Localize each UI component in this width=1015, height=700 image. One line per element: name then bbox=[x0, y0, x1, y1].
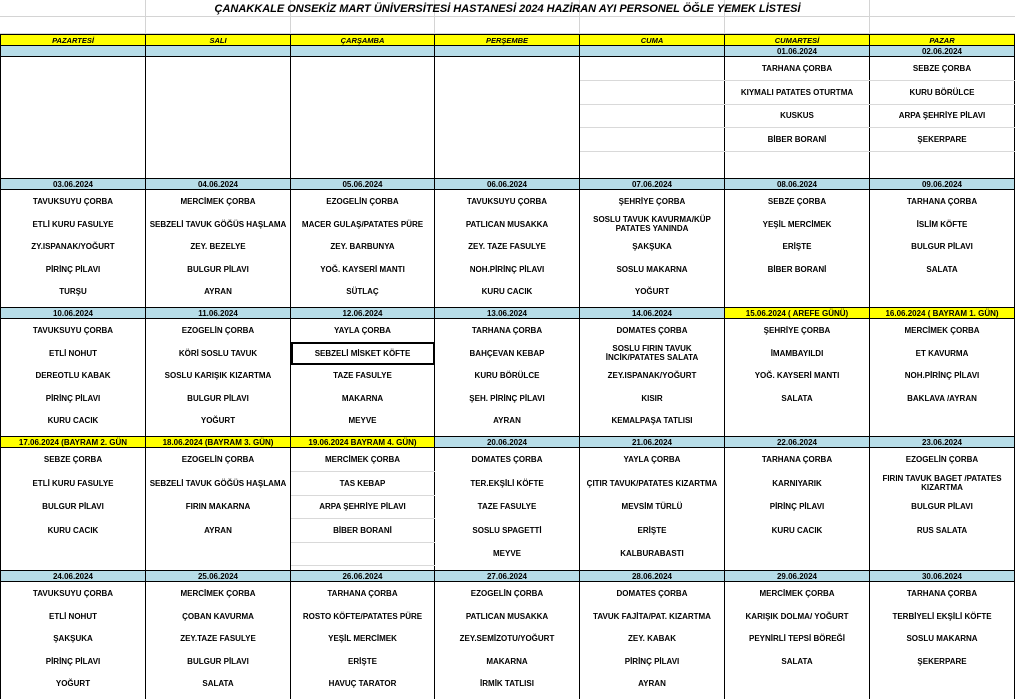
meal-cell: SÜTLAÇ bbox=[291, 281, 435, 304]
meal-row bbox=[1, 650, 1015, 673]
date-row bbox=[1, 308, 1015, 319]
meal-cell: TAS KEBAP bbox=[291, 472, 435, 496]
meal-row bbox=[1, 81, 1015, 105]
meal-cell: ETLİ NOHUT bbox=[1, 342, 146, 365]
meal-cell bbox=[435, 151, 580, 174]
meal-cell: AYRAN bbox=[146, 281, 291, 304]
meal-cell: YOĞURT bbox=[146, 410, 291, 433]
meal-cell: ŞAKŞUKA bbox=[580, 236, 725, 259]
meal-row bbox=[1, 519, 1015, 543]
meal-cell: BULGUR PİLAVI bbox=[870, 495, 1015, 519]
meal-cell: AYRAN bbox=[146, 519, 291, 543]
meal-cell: KUSKUS bbox=[725, 104, 870, 128]
meal-cell bbox=[291, 81, 435, 105]
meal-cell: TERBİYELİ EKŞİLİ KÖFTE bbox=[870, 605, 1015, 628]
meal-cell: BİBER BORANİ bbox=[725, 258, 870, 281]
meal-cell: SEBZELİ TAVUK GÖĞÜS HAŞLAMA bbox=[146, 472, 291, 496]
meal-cell bbox=[870, 542, 1015, 566]
meal-cell bbox=[1, 57, 146, 81]
meal-cell: MERCİMEK ÇORBA bbox=[870, 319, 1015, 343]
meal-cell bbox=[435, 81, 580, 105]
meal-cell: BİBER BORANİ bbox=[291, 519, 435, 543]
meal-row bbox=[1, 628, 1015, 651]
meal-cell: TARHANA ÇORBA bbox=[291, 582, 435, 606]
date-cell: 08.06.2024 bbox=[725, 179, 870, 190]
date-cell: 10.06.2024 bbox=[1, 308, 146, 319]
meal-cell bbox=[870, 410, 1015, 433]
meal-cell: EZOGELİN ÇORBA bbox=[435, 582, 580, 606]
meal-cell: MAKARNA bbox=[435, 650, 580, 673]
meal-cell: MERCİMEK ÇORBA bbox=[725, 582, 870, 606]
menu-table bbox=[0, 34, 1015, 699]
meal-cell bbox=[146, 57, 291, 81]
meal-cell: NOH.PİRİNÇ PİLAVI bbox=[435, 258, 580, 281]
date-cell: 09.06.2024 bbox=[870, 179, 1015, 190]
meal-cell: KURU CACIK bbox=[435, 281, 580, 304]
day-header-cell: ÇARŞAMBA bbox=[291, 35, 435, 46]
date-cell bbox=[1, 46, 146, 57]
meal-cell: BULGUR PİLAVI bbox=[146, 258, 291, 281]
meal-cell bbox=[580, 151, 725, 174]
meal-row bbox=[1, 57, 1015, 81]
meal-cell bbox=[580, 57, 725, 81]
meal-cell: KALBURABASTI bbox=[580, 542, 725, 566]
meal-cell bbox=[1, 81, 146, 105]
meal-cell: YOĞ. KAYSERİ MANTI bbox=[291, 258, 435, 281]
meal-cell bbox=[146, 104, 291, 128]
meal-cell bbox=[870, 673, 1015, 696]
meal-cell: YEŞİL MERCİMEK bbox=[291, 628, 435, 651]
meal-cell: YAYLA ÇORBA bbox=[580, 448, 725, 472]
meal-row bbox=[1, 387, 1015, 410]
meal-cell: KEMALPAŞA TATLISI bbox=[580, 410, 725, 433]
meal-cell: ERİŞTE bbox=[580, 519, 725, 543]
meal-row bbox=[1, 605, 1015, 628]
meal-cell bbox=[725, 542, 870, 566]
meal-cell: ZEY.SEMİZOTU/YOĞURT bbox=[435, 628, 580, 651]
day-header-cell: SALI bbox=[146, 35, 291, 46]
meal-cell: KURU BÖRÜLCE bbox=[870, 81, 1015, 105]
meal-row bbox=[1, 542, 1015, 566]
meal-cell: ZEY. BEZELYE bbox=[146, 236, 291, 259]
meal-cell: AYRAN bbox=[435, 410, 580, 433]
meal-cell: FIRIN MAKARNA bbox=[146, 495, 291, 519]
meal-cell: ŞEKERPARE bbox=[870, 128, 1015, 152]
spacer-cell bbox=[725, 695, 870, 699]
meal-cell: TAZE FASULYE bbox=[291, 365, 435, 388]
meal-cell: ET KAVURMA bbox=[870, 342, 1015, 365]
spacer-cell bbox=[146, 695, 291, 699]
date-cell: 06.06.2024 bbox=[435, 179, 580, 190]
meal-cell bbox=[291, 128, 435, 152]
meal-cell: TAVUKSUYU ÇORBA bbox=[1, 190, 146, 214]
meal-cell bbox=[1, 542, 146, 566]
meal-cell bbox=[435, 104, 580, 128]
meal-cell: PATLICAN MUSAKKA bbox=[435, 605, 580, 628]
meal-cell: MERCİMEK ÇORBA bbox=[146, 190, 291, 214]
meal-cell: YOĞ. KAYSERİ MANTI bbox=[725, 365, 870, 388]
meal-row bbox=[1, 673, 1015, 696]
meal-cell: ŞAKŞUKA bbox=[1, 628, 146, 651]
meal-cell: ROSTO KÖFTE/PATATES PÜRE bbox=[291, 605, 435, 628]
meal-row bbox=[1, 448, 1015, 472]
meal-cell bbox=[291, 104, 435, 128]
date-cell bbox=[435, 46, 580, 57]
meal-cell: TER.EKŞİLİ KÖFTE bbox=[435, 472, 580, 496]
date-cell: 30.06.2024 bbox=[870, 571, 1015, 582]
meal-cell: ERİŞTE bbox=[291, 650, 435, 673]
meal-cell: PEYNİRLİ TEPSİ BÖREĞİ bbox=[725, 628, 870, 651]
meal-cell: SALATA bbox=[725, 387, 870, 410]
date-cell: 27.06.2024 bbox=[435, 571, 580, 582]
meal-cell: ZEY. BARBUNYA bbox=[291, 236, 435, 259]
date-cell: 21.06.2024 bbox=[580, 437, 725, 448]
meal-cell bbox=[146, 128, 291, 152]
meal-cell bbox=[870, 281, 1015, 304]
meal-row bbox=[1, 128, 1015, 152]
meal-row bbox=[1, 281, 1015, 304]
date-cell: 11.06.2024 bbox=[146, 308, 291, 319]
date-cell bbox=[146, 46, 291, 57]
meal-cell: BULGUR PİLAVI bbox=[146, 387, 291, 410]
meal-cell: KURU CACIK bbox=[1, 410, 146, 433]
meal-cell: DOMATES ÇORBA bbox=[580, 582, 725, 606]
meal-cell: TARHANA ÇORBA bbox=[725, 57, 870, 81]
spacer-cell bbox=[1, 695, 146, 699]
meal-cell: YOĞURT bbox=[580, 281, 725, 304]
meal-cell bbox=[870, 151, 1015, 174]
day-header-row bbox=[1, 35, 1015, 46]
meal-cell bbox=[580, 81, 725, 105]
day-header-cell: PAZARTESİ bbox=[1, 35, 146, 46]
meal-cell: RUS SALATA bbox=[870, 519, 1015, 543]
date-cell: 26.06.2024 bbox=[291, 571, 435, 582]
meal-cell: PATLICAN MUSAKKA bbox=[435, 213, 580, 236]
meal-cell: MEYVE bbox=[435, 542, 580, 566]
meal-cell: TURŞU bbox=[1, 281, 146, 304]
date-cell: 12.06.2024 bbox=[291, 308, 435, 319]
meal-cell: SEBZE ÇORBA bbox=[725, 190, 870, 214]
meal-cell: AYRAN bbox=[580, 673, 725, 696]
meal-cell: KIYMALI PATATES OTURTMA bbox=[725, 81, 870, 105]
meal-cell: SOSLU MAKARNA bbox=[870, 628, 1015, 651]
date-cell: 25.06.2024 bbox=[146, 571, 291, 582]
meal-cell: PİRİNÇ PİLAVI bbox=[580, 650, 725, 673]
meal-cell: TAVUKSUYU ÇORBA bbox=[1, 582, 146, 606]
meal-cell: KÖRİ SOSLU TAVUK bbox=[146, 342, 291, 365]
meal-cell bbox=[1, 151, 146, 174]
day-header-cell: CUMA bbox=[580, 35, 725, 46]
meal-cell: MERCİMEK ÇORBA bbox=[146, 582, 291, 606]
meal-cell bbox=[146, 542, 291, 566]
meal-cell bbox=[725, 151, 870, 174]
date-cell: 15.06.2024 ( AREFE GÜNÜ) bbox=[725, 308, 870, 319]
meal-row bbox=[1, 365, 1015, 388]
meal-cell bbox=[1, 104, 146, 128]
date-cell: 17.06.2024 (BAYRAM 2. GÜN bbox=[1, 437, 146, 448]
meal-cell: ŞEHRİYE ÇORBA bbox=[725, 319, 870, 343]
meal-cell: BULGUR PİLAVI bbox=[1, 495, 146, 519]
meal-cell: MERCİMEK ÇORBA bbox=[291, 448, 435, 472]
meal-cell: ZEY.ISPANAK/YOĞURT bbox=[580, 365, 725, 388]
meal-cell: HAVUÇ TARATOR bbox=[291, 673, 435, 696]
meal-cell: ZEY. TAZE FASULYE bbox=[435, 236, 580, 259]
meal-cell: TAVUK FAJİTA/PAT. KIZARTMA bbox=[580, 605, 725, 628]
meal-cell: KURU BÖRÜLCE bbox=[435, 365, 580, 388]
meal-cell: İRMİK TATLISI bbox=[435, 673, 580, 696]
meal-cell: EZOGELİN ÇORBA bbox=[291, 190, 435, 214]
meal-cell: TARHANA ÇORBA bbox=[725, 448, 870, 472]
meal-cell: İMAMBAYILDI bbox=[725, 342, 870, 365]
spacer-cell bbox=[870, 695, 1015, 699]
meal-cell: EZOGELİN ÇORBA bbox=[870, 448, 1015, 472]
meal-row bbox=[1, 582, 1015, 606]
meal-cell bbox=[435, 128, 580, 152]
date-cell: 22.06.2024 bbox=[725, 437, 870, 448]
meal-cell: SOSLU SPAGETTİ bbox=[435, 519, 580, 543]
meal-cell: SEBZE ÇORBA bbox=[870, 57, 1015, 81]
meal-cell: YOĞURT bbox=[1, 673, 146, 696]
meal-cell: DOMATES ÇORBA bbox=[435, 448, 580, 472]
meal-row bbox=[1, 472, 1015, 496]
day-header-cell: PERŞEMBE bbox=[435, 35, 580, 46]
meal-cell: DEREOTLU KABAK bbox=[1, 365, 146, 388]
meal-cell: KISIR bbox=[580, 387, 725, 410]
meal-cell bbox=[725, 410, 870, 433]
meal-cell: SALATA bbox=[870, 258, 1015, 281]
meal-cell: ŞEHRİYE ÇORBA bbox=[580, 190, 725, 214]
meal-cell bbox=[580, 128, 725, 152]
meal-cell: SEBZELİ MİSKET KÖFTE bbox=[291, 342, 435, 365]
date-cell: 01.06.2024 bbox=[725, 46, 870, 57]
meal-cell bbox=[580, 104, 725, 128]
date-row bbox=[1, 571, 1015, 582]
meal-cell: ARPA ŞEHRİYE PİLAVI bbox=[291, 495, 435, 519]
meal-cell: ZEY. KABAK bbox=[580, 628, 725, 651]
meal-cell bbox=[1, 128, 146, 152]
meal-cell: EZOGELİN ÇORBA bbox=[146, 448, 291, 472]
meal-cell: PİRİNÇ PİLAVI bbox=[1, 387, 146, 410]
date-cell: 14.06.2024 bbox=[580, 308, 725, 319]
date-cell: 28.06.2024 bbox=[580, 571, 725, 582]
meal-cell: MAKARNA bbox=[291, 387, 435, 410]
meal-cell: SALATA bbox=[146, 673, 291, 696]
meal-row bbox=[1, 410, 1015, 433]
meal-row bbox=[1, 319, 1015, 343]
date-row bbox=[1, 179, 1015, 190]
meal-cell: ÇOBAN KAVURMA bbox=[146, 605, 291, 628]
meal-cell: TAVUKSUYU ÇORBA bbox=[435, 190, 580, 214]
meal-cell: EZOGELİN ÇORBA bbox=[146, 319, 291, 343]
meal-cell: ETLİ NOHUT bbox=[1, 605, 146, 628]
meal-cell: KURU CACIK bbox=[1, 519, 146, 543]
meal-cell: ERİŞTE bbox=[725, 236, 870, 259]
meal-cell bbox=[435, 57, 580, 81]
sheet-title: ÇANAKKALE ONSEKİZ MART ÜNİVERSİTESİ HASTANESİ 2024 HAZİRAN AYI PERSONEL ÖĞLE YEMEK LİSTESİ bbox=[214, 3, 801, 15]
date-cell: 03.06.2024 bbox=[1, 179, 146, 190]
date-row bbox=[1, 46, 1015, 57]
date-cell: 16.06.2024 ( BAYRAM 1. GÜN) bbox=[870, 308, 1015, 319]
date-cell: 20.06.2024 bbox=[435, 437, 580, 448]
date-cell bbox=[580, 46, 725, 57]
meal-cell: SOSLU MAKARNA bbox=[580, 258, 725, 281]
meal-cell: SALATA bbox=[725, 650, 870, 673]
meal-cell bbox=[725, 281, 870, 304]
spacer-cell bbox=[580, 695, 725, 699]
date-cell: 02.06.2024 bbox=[870, 46, 1015, 57]
meal-row bbox=[1, 342, 1015, 365]
date-cell bbox=[291, 46, 435, 57]
meal-cell: BAKLAVA /AYRAN bbox=[870, 387, 1015, 410]
meal-cell: PİRİNÇ PİLAVI bbox=[1, 258, 146, 281]
meal-cell: PİRİNÇ PİLAVI bbox=[1, 650, 146, 673]
meal-cell: SOSLU TAVUK KAVURMA/KÜP PATATES YANINDA bbox=[580, 213, 725, 236]
meal-cell: ETLİ KURU FASULYE bbox=[1, 472, 146, 496]
meal-cell: ZY.ISPANAK/YOĞURT bbox=[1, 236, 146, 259]
date-cell: 13.06.2024 bbox=[435, 308, 580, 319]
meal-cell: YAYLA ÇORBA bbox=[291, 319, 435, 343]
meal-cell: ŞEH. PİRİNÇ PİLAVI bbox=[435, 387, 580, 410]
meal-row bbox=[1, 213, 1015, 236]
date-row bbox=[1, 437, 1015, 448]
day-header-cell: CUMARTESİ bbox=[725, 35, 870, 46]
meal-row bbox=[1, 104, 1015, 128]
meal-cell: SOSLU FIRIN TAVUK İNCİK/PATATES SALATA bbox=[580, 342, 725, 365]
meal-cell: YEŞİL MERCİMEK bbox=[725, 213, 870, 236]
meal-cell: PİRİNÇ PİLAVI bbox=[725, 495, 870, 519]
meal-cell bbox=[146, 151, 291, 174]
meal-cell: BULGUR PİLAVI bbox=[146, 650, 291, 673]
date-cell: 05.06.2024 bbox=[291, 179, 435, 190]
day-header-cell: PAZAR bbox=[870, 35, 1015, 46]
meal-cell bbox=[291, 151, 435, 174]
meal-cell: NOH.PİRİNÇ PİLAVI bbox=[870, 365, 1015, 388]
date-cell: 18.06.2024 (BAYRAM 3. GÜN) bbox=[146, 437, 291, 448]
meal-row bbox=[1, 495, 1015, 519]
meal-cell: TARHANA ÇORBA bbox=[435, 319, 580, 343]
date-cell: 23.06.2024 bbox=[870, 437, 1015, 448]
meal-cell: ZEY.TAZE FASULYE bbox=[146, 628, 291, 651]
meal-row bbox=[1, 236, 1015, 259]
meal-cell: ŞEKERPARE bbox=[870, 650, 1015, 673]
date-cell: 07.06.2024 bbox=[580, 179, 725, 190]
meal-cell: TARHANA ÇORBA bbox=[870, 190, 1015, 214]
meal-cell: FIRIN TAVUK BAGET /PATATES KIZARTMA bbox=[870, 472, 1015, 496]
meal-cell: BAHÇEVAN KEBAP bbox=[435, 342, 580, 365]
meal-cell: BULGUR PİLAVI bbox=[870, 236, 1015, 259]
meal-cell: TAVUKSUYU ÇORBA bbox=[1, 319, 146, 343]
meal-row bbox=[1, 258, 1015, 281]
spacer-cell bbox=[435, 695, 580, 699]
meal-cell: SEBZELİ TAVUK GÖĞÜS HAŞLAMA bbox=[146, 213, 291, 236]
meal-cell: İSLİM KÖFTE bbox=[870, 213, 1015, 236]
date-cell: 04.06.2024 bbox=[146, 179, 291, 190]
meal-row bbox=[1, 190, 1015, 214]
date-cell: 24.06.2024 bbox=[1, 571, 146, 582]
date-cell: 19.06.2024 BAYRAM 4. GÜN) bbox=[291, 437, 435, 448]
meal-cell: KURU CACIK bbox=[725, 519, 870, 543]
meal-cell: KARNIYARIK bbox=[725, 472, 870, 496]
meal-cell: MEYVE bbox=[291, 410, 435, 433]
meal-cell: TAZE FASULYE bbox=[435, 495, 580, 519]
meal-cell bbox=[146, 81, 291, 105]
meal-cell bbox=[725, 673, 870, 696]
meal-cell: KARIŞIK DOLMA/ YOĞURT bbox=[725, 605, 870, 628]
meal-cell: TARHANA ÇORBA bbox=[870, 582, 1015, 606]
meal-cell: SEBZE ÇORBA bbox=[1, 448, 146, 472]
date-cell: 29.06.2024 bbox=[725, 571, 870, 582]
meal-cell: ARPA ŞEHRİYE PİLAVI bbox=[870, 104, 1015, 128]
meal-cell: MACER GULAŞ/PATATES PÜRE bbox=[291, 213, 435, 236]
meal-cell: ETLİ KURU FASULYE bbox=[1, 213, 146, 236]
spacer-cell bbox=[291, 695, 435, 699]
meal-cell: ÇITIR TAVUK/PATATES KIZARTMA bbox=[580, 472, 725, 496]
meal-cell: BİBER BORANİ bbox=[725, 128, 870, 152]
meal-cell: SOSLU KARIŞIK KIZARTMA bbox=[146, 365, 291, 388]
meal-cell bbox=[291, 542, 435, 566]
meal-cell bbox=[291, 57, 435, 81]
week-spacer-row bbox=[1, 695, 1015, 699]
meal-row bbox=[1, 151, 1015, 174]
meal-cell: MEVSİM TÜRLÜ bbox=[580, 495, 725, 519]
meal-cell: DOMATES ÇORBA bbox=[580, 319, 725, 343]
